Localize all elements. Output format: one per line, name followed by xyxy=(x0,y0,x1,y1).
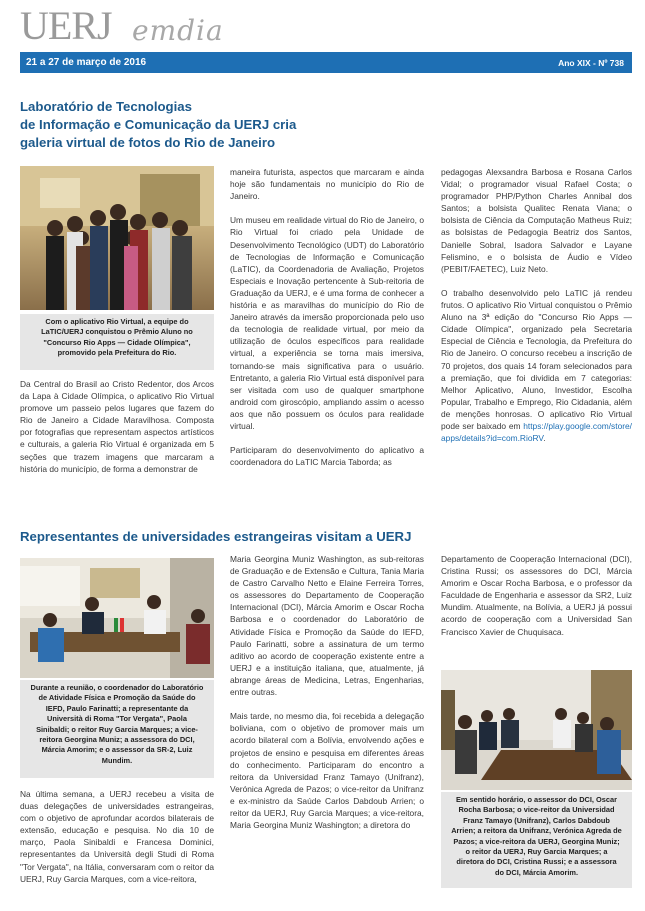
article-1-column-3-text: pedagogas Alexsandra Barbosa e Rosana Carlos Vidal; o programador visual Rafael Costa; o programador PHP/Python Charles Annibal dos Santos; a bolsista Qualitec Renata Viana; o bolsista de Ciência da Computação Matheus Ruiz; as bolsistas de Pedagogia Beatriz dos Santos, Danielle Sobral, Isadora Salvador e Layane Felismino, e o bolsista de Áudio e Vídeo (PEBIT/FAETEC), Luiz Neto. O trabalho desenvolvido pelo LaTIC já rendeu frutos. O aplicativo Rio Virtual conquistou o Prêmio Aluno na 3ª edição do "Concurso Rio Apps — Cidade Olímpica", organizado pela Secretaria Especial de Ciência e Tecnologia, da Prefeitura do Rio de Janeiro. O concurso recebeu a inscrição de 70 projetos, dos quais 14 foram selecionados para a premiação, que foi dividida em 7 categorias: Melhor Aplicativo, Aluno, Investidor, Escolha Popular, Trabalho e Emprego, Rio Cidadania, além de menções honrosas. O aplicativo Rio Virtual pode ser baixado em xyxy=(441,167,632,431)
article-2-photo-1 xyxy=(20,558,214,678)
meeting-photo-1-illustration xyxy=(20,558,214,678)
group-photo-illustration xyxy=(20,166,214,310)
article-2-column-2: Maria Georgina Muniz Washington, as sub-reitoras de Graduação e de Extensão e Cultura, Tania Maria de Castro Carvalho Netto e Elaine Ferreira Torres, os assessores do Departamento de Cooperação Internacional (DCI), Márcia Amorim e Oscar Rocha Barbosa e o coordenador do Laboratório de Atividade Física e Promoção da Saúde do IEFD, Paulo Farinatti, sobre a assinatura de um termo aditivo ao acordo de cooperação existente entre a UERJ e a instituição italiana, que, atualmente, já abrange áreas de Medicina, Letras, Engenharias, entre outras. Mais tarde, no mesmo dia, foi recebida a delegação boliviana, com o objetivo de promover mais um acordo bilateral com a Bolívia, envolvendo ações e projetos de ensino e pesquisa em diferentes áreas do conhecimento. Participaram do encontro a reitora da Universidad Franz Tamayo (Unifranz), Verónica Agreda de Pazos; o vice-reitor da Unifranz e ex-ministro da Saúde Carlos Dabdoub Arrien; o reitor da UERJ, Ruy Garcia Marques; a vice-reitora, Maria Georgina Muniz Washington; a diretora do xyxy=(230,554,424,831)
article-2-photo-1-caption: Durante a reunião, o coordenador do Laboratório de Atividade Física e Promoção da Saúde do IEFD, Paulo Farinatti; a representante da Università di Roma "Tor Vergata", Paola Sinibaldi; o reitor Ruy Garcia Marques; a vice-reitora Georgina Muniz; a assessora do DCI, Márcia Amorim; e o assessor da SR-2, Luiz Mundim. xyxy=(20,680,214,778)
brand-suffix: emdia xyxy=(132,14,224,47)
date-bar xyxy=(20,52,632,73)
app-download-link[interactable]: https://play.google.com/store/apps/details?id=com.RioRV xyxy=(441,420,632,444)
article-1-photo-caption: Com o aplicativo Rio Virtual, a equipe do LaTIC/UERJ conquistou o Prêmio Aluno no "Concurso Rio Apps — Cidade Olímpica", promovido pela Prefeitura do Rio. xyxy=(20,314,214,370)
article-1-column-3-end: . xyxy=(543,433,546,444)
article-2-column-1: Na última semana, a UERJ recebeu a visita de duas delegações de universidades estrangeiras, com o objetivo de aprofundar acordos bilaterais de extensão, educação e pesquisa. No dia 10 de março, Paola Sinibaldi e Francesa Dominici, representantes da Università degli Studi di Roma "Tor Vergata", na Itália, conversaram com o reitor da UERJ, Ruy Garcia Marques, com a vice-reitora, xyxy=(20,789,215,884)
meeting-photo-2-illustration xyxy=(441,670,632,790)
article-2-photo-2-caption: Em sentido horário, o assessor do DCI, Oscar Rocha Barbosa; o vice-reitor da Universidad Franz Tamayo (Unifranz), Carlos Dabdoub Arrien; a reitora da Unifranz, Verónica Agreda de Pazos; a vice-reitora da UERJ, Georgina Muniz; o reitor da UERJ, Ruy Garcia Marques; a diretora do DCI, Cristina Russi; e a assessora do DCI, Márcia Amorim. xyxy=(441,792,632,888)
issue-edition: Ano XIX - Nº 738 xyxy=(558,57,624,68)
article-1-title: Laboratório de Tecnologias de Informação e Comunicação da UERJ cria galeria virtual de fotos do Rio de Janeiro xyxy=(20,99,297,150)
brand-name: UERJ xyxy=(20,3,112,48)
article-1-column-3 xyxy=(441,166,632,444)
article-2-column-3: Departamento de Cooperação Internacional (DCI), Cristina Russi; os assessores do DCI, Márcia Amorim e Oscar Rocha Barbosa, e o professor da Faculdade de Engenharia e assessor da SR2, Luiz Mundim. Atualmente, na Bolívia, a UERJ já possui acordo de cooperação com a Universidad San Francisco Xavier de Chuquisaca. xyxy=(441,554,632,637)
article-1-photo xyxy=(20,166,214,310)
article-2-title: Representantes de universidades estrangeiras visitam a UERJ xyxy=(20,529,412,544)
issue-dates: 21 a 27 de março de 2016 xyxy=(26,57,147,68)
article-1-column-1: Da Central do Brasil ao Cristo Redentor, dos Arcos da Lapa à Cidade Olímpica, o aplicativo Rio Virtual promove um passeio pelos lugares que fazem do Rio de Janeiro a Cidade Maravilhosa. Composta por fotografias que representam aspectos artísticos e culturais, a galeria Rio Virtual é organizada em 5 seções que trazem imagens que marcaram a história do município, de forma a demonstrar de xyxy=(20,379,214,474)
article-1-column-2: maneira futurista, aspectos que marcaram e ainda hoje são fundamentais no município do Rio de Janeiro. Um museu em realidade virtual do Rio de Janeiro, o Rio Virtual foi criado pela Unidade de Desenvolvimento Tecnológico (UDT) do Laboratório de Tecnologias de Informação e Comunicação (LaTIC), da Coordenadoria de Avaliação, Projetos Especiais e Inovação pertencente à Sub-reitoria de Graduação da UERJ, e é uma forma de conhecer a história e as maravilhas do município do Rio de Janeiro através da imersão proporcionada pelo uso da tecnologia de realidade virtual, por meio da utilização de óculos específicos para realidade virtual, a experiência se torna mais imersiva, tornando-se mais significativa para o usuário. Entretanto, a galeria Rio Virtual está disponível para ser visitada com uso de qualquer smartphone android com giroscópio, ampliando assim o acesso aos que não possuem os óculos para realidade virtual. Participaram do desenvolvimento do aplicativo a coordenadora do LaTIC Marcia Taborda; as xyxy=(230,167,424,468)
article-2-photo-2 xyxy=(441,670,632,790)
masthead-logo xyxy=(20,4,320,48)
